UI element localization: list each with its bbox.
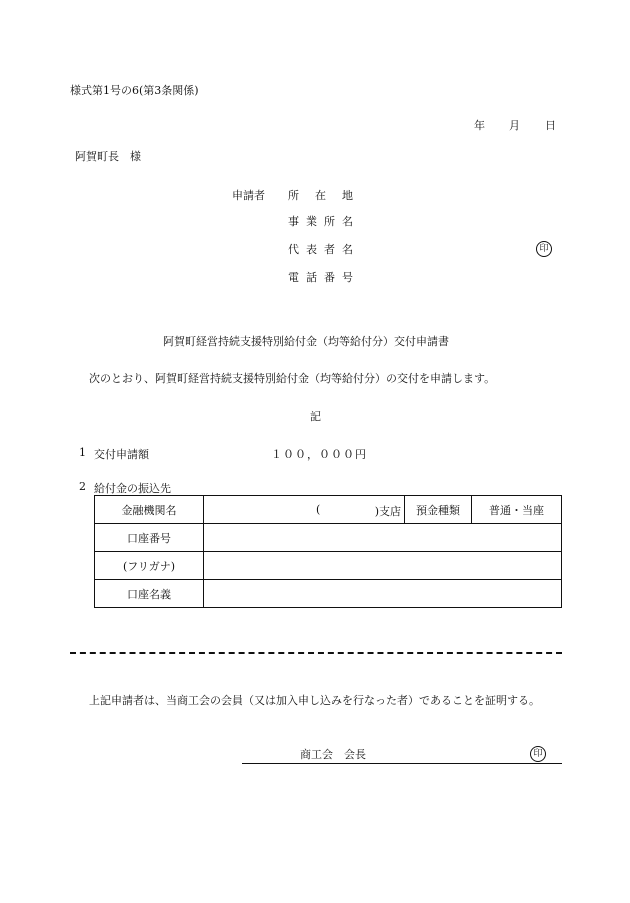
bank-table — [94, 495, 562, 608]
table-row — [95, 524, 562, 552]
deposit-type-value[interactable]: 普通・当座 — [472, 496, 562, 524]
table-row — [95, 552, 562, 580]
addressee: 阿賀町長 様 — [75, 150, 141, 163]
account-holder-cell[interactable] — [204, 580, 562, 608]
chamber-president-label: 商工会 会長 — [300, 748, 366, 761]
table-row — [95, 580, 562, 608]
applicant-address-label: 所在地 — [288, 189, 369, 202]
date-month: 月 — [509, 119, 520, 132]
signature-underline — [242, 763, 562, 764]
applicant-representative-label: 代表者名 — [288, 243, 360, 256]
institution-label: 金融機関名 — [95, 496, 204, 524]
item1-number: 1 — [79, 446, 86, 459]
institution-cell[interactable] — [204, 496, 405, 524]
item1-label: 交付申請額 — [94, 448, 149, 461]
furigana-cell[interactable] — [204, 552, 562, 580]
branch-open-paren: ( — [316, 503, 321, 516]
applicant-business-name-label: 事業所名 — [288, 215, 360, 228]
item2-number: 2 — [79, 480, 86, 493]
branch-label: )支店 — [374, 505, 401, 518]
intro-text: 次のとおり、阿賀町経営持続支援特別給付金（均等給付分）の交付を申請します。 — [89, 372, 496, 385]
item2-label: 給付金の振込先 — [94, 482, 171, 495]
date-year: 年 — [474, 119, 485, 132]
ki-heading: 記 — [310, 410, 321, 423]
certification-text: 上記申請者は、当商工会の会員（又は加入申し込みを行なった者）であることを証明する。 — [89, 694, 540, 707]
document-title: 阿賀町経営持続支援特別給付金（均等給付分）交付申請書 — [163, 335, 449, 348]
account-number-label: 口座番号 — [95, 524, 204, 552]
applicant-phone-label: 電話番号 — [288, 271, 360, 284]
table-row — [95, 496, 562, 524]
form-number: 様式第1号の6(第3条関係) — [70, 84, 199, 97]
item1-amount: １００，０００円 — [271, 448, 367, 461]
applicant-label: 申請者 — [232, 189, 265, 202]
chamber-seal-icon: 印 — [530, 746, 546, 762]
account-number-cell[interactable] — [204, 524, 562, 552]
representative-seal-icon: 印 — [536, 241, 552, 257]
account-holder-label: 口座名義 — [95, 580, 204, 608]
furigana-label: (フリガナ) — [95, 552, 204, 580]
cut-line-divider — [70, 652, 562, 654]
date-day: 日 — [545, 119, 556, 132]
deposit-type-label: 預金種類 — [405, 496, 472, 524]
